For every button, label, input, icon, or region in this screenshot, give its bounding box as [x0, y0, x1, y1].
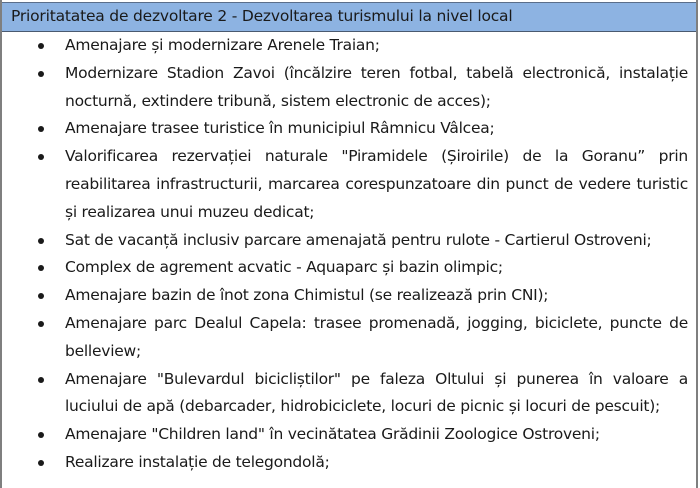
table-header-row: [2, 2, 696, 32]
list-item: [2, 254, 696, 282]
list-item: [2, 449, 696, 477]
list-item-text: Amenajare bazin de înot zona Chimistul (se realizează prin CNI);: [65, 286, 549, 305]
list-item: [2, 143, 696, 226]
bullet-icon: [38, 265, 44, 271]
list-item: [2, 60, 696, 116]
bullet-icon: [38, 71, 44, 77]
bullet-icon: [38, 321, 44, 327]
list-item-text: Sat de vacanță inclusiv parcare amenajată pentru rulote - Cartierul Ostroveni;: [65, 230, 652, 249]
table-body-cell: [2, 32, 696, 488]
list-item: [2, 32, 696, 60]
list-item-text: Modernizare Stadion Zavoi (încălzire teren fotbal, tabelă electronică, instalație nocturnă, extindere tribună, sistem electronic de acces);: [65, 63, 688, 110]
table-header-title: Prioritatatea de dezvoltare 2 - Dezvoltarea turismului la nivel local: [11, 7, 513, 25]
list-item: [2, 421, 696, 449]
list-item-text: Amenajare și modernizare Arenele Traian;: [65, 36, 380, 54]
list-item: [2, 366, 696, 422]
bullet-icon: [38, 126, 44, 132]
project-list: [2, 32, 696, 477]
bullet-icon: [38, 377, 44, 383]
bullet-icon: [38, 43, 44, 49]
list-item-text: Realizare instalație de telegondolă;: [65, 452, 330, 471]
list-item-text: Amenajare parc Dealul Capela: trasee promenadă, jogging, biciclete, puncte de belleview;: [65, 313, 688, 360]
list-item: [2, 282, 696, 310]
bullet-icon: [38, 154, 44, 160]
list-item: [2, 310, 696, 366]
list-item-text: Amenajare "Bulevardul bicicliștilor" pe faleza Oltului și punerea în valoare a luciului de apă (debarcader, hidrobiciclete, locuri de picnic și locuri de pescuit);: [65, 369, 688, 416]
bullet-icon: [38, 293, 44, 299]
list-item-text: Valorificarea rezervației naturale "Piramidele (Șiroirile) de la Goranu” prin reabilitarea infrastructurii, marcarea corespunzatoare din punct de vedere turistic și realizarea unui muzeu dedicat;: [65, 147, 688, 221]
bullet-icon: [38, 238, 44, 244]
bullet-icon: [38, 460, 44, 466]
list-item: [2, 115, 696, 143]
list-item-text: Amenajare "Children land" în vecinătatea Grădinii Zoologice Ostroveni;: [65, 425, 600, 444]
list-item-text: Amenajare trasee turistice în municipiul Râmnicu Vâlcea;: [65, 119, 495, 138]
list-item-text: Complex de agrement acvatic - Aquaparc și bazin olimpic;: [65, 258, 503, 277]
list-item: [2, 227, 696, 255]
bullet-icon: [38, 432, 44, 438]
